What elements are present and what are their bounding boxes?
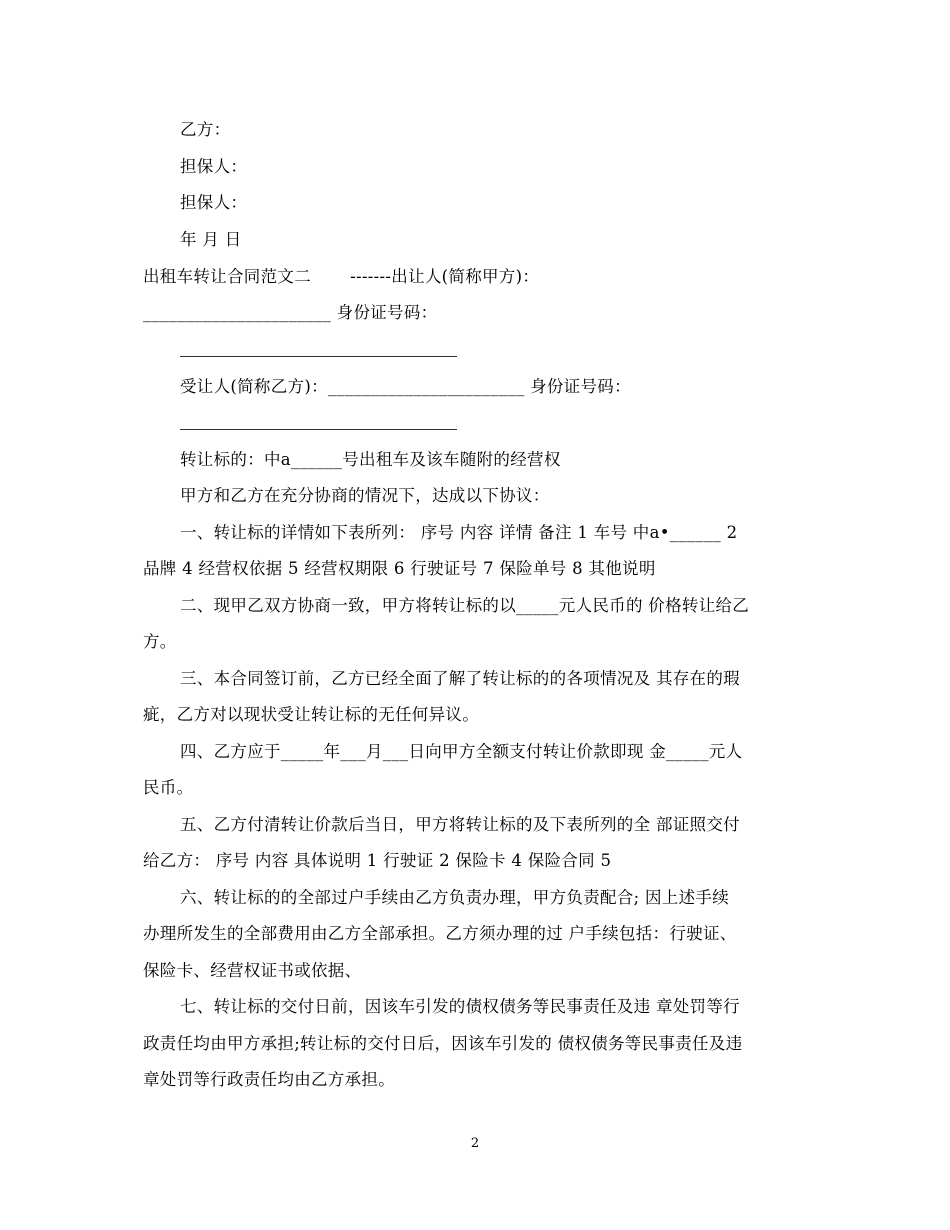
clause-3-line-2: 疵，乙方对以现状受让转让标的无任何异议。 [143, 705, 479, 724]
transferee-line: 受让人(简称乙方)：_______________________ 身份证号码： [180, 377, 631, 396]
party-b-label: 乙方： [180, 120, 231, 139]
clause-7-line-3: 章处罚等行政责任均由乙方承担。 [143, 1070, 395, 1089]
clause-6-line-3: 保险卡、经营权证书或依据、 [143, 961, 362, 980]
clause-4-line-2: 民币。 [143, 778, 194, 797]
subject-line: 转让标的：中a______号出租车及该车随附的经营权 [180, 450, 561, 469]
blank-line-2 [180, 429, 457, 430]
clause-1-line-2: 品牌 4 经营权依据 5 经营权期限 6 行驶证号 7 保险单号 8 其他说明 [143, 559, 656, 578]
clause-5-line-2: 给乙方： 序号 内容 具体说明 1 行驶证 2 保险卡 4 保险合同 5 [143, 851, 612, 870]
clause-3-line-1: 三、本合同签订前，乙方已经全面了解了转让标的的各项情况及 其存在的瑕 [180, 669, 740, 688]
clause-6-line-2: 办理所发生的全部费用由乙方全部承担。乙方须办理的过 户手续包括：行驶证、 [143, 924, 737, 943]
blank-line-1 [180, 356, 457, 357]
clause-2-line-2: 方。 [143, 632, 177, 651]
date-line: 年 月 日 [180, 230, 242, 249]
clause-5-line-1: 五、乙方付清转让价款后当日，甲方将转让标的及下表所列的全 部证照交付 [180, 815, 740, 834]
contract-title-transferor-line: 出租车转让合同范文二 -------出让人(简称甲方)： [143, 267, 540, 286]
agreement-intro: 甲方和乙方在充分协商的情况下，达成以下协议： [180, 486, 550, 505]
guarantor-label-2: 担保人： [180, 193, 248, 212]
clause-6-line-1: 六、转让标的的全部过户手续由乙方负责办理，甲方负责配合; 因上述手续 [180, 888, 730, 907]
clause-7-line-2: 政责任均由甲方承担;转让标的交付日后，因该车引发的 债权债务等民事责任及违 [143, 1034, 743, 1053]
guarantor-label-1: 担保人： [180, 157, 248, 176]
transferor-id-line: ______________________ 身份证号码： [143, 303, 438, 322]
clause-2-line-1: 二、现甲乙双方协商一致，甲方将转让标的以_____元人民币的 价格转让给乙 [180, 596, 750, 615]
clause-1-line-1: 一、转让标的详情如下表所列： 序号 内容 详情 备注 1 车号 中a•______ 2 [180, 523, 738, 542]
clause-7-line-1: 七、转让标的交付日前，因该车引发的债权债务等民事责任及违 章处罚等行 [180, 997, 740, 1016]
clause-4-line-1: 四、乙方应于_____年___月___日向甲方全额支付转让价款即现 金_____元人 [180, 742, 743, 761]
page-number: 2 [470, 1136, 480, 1151]
